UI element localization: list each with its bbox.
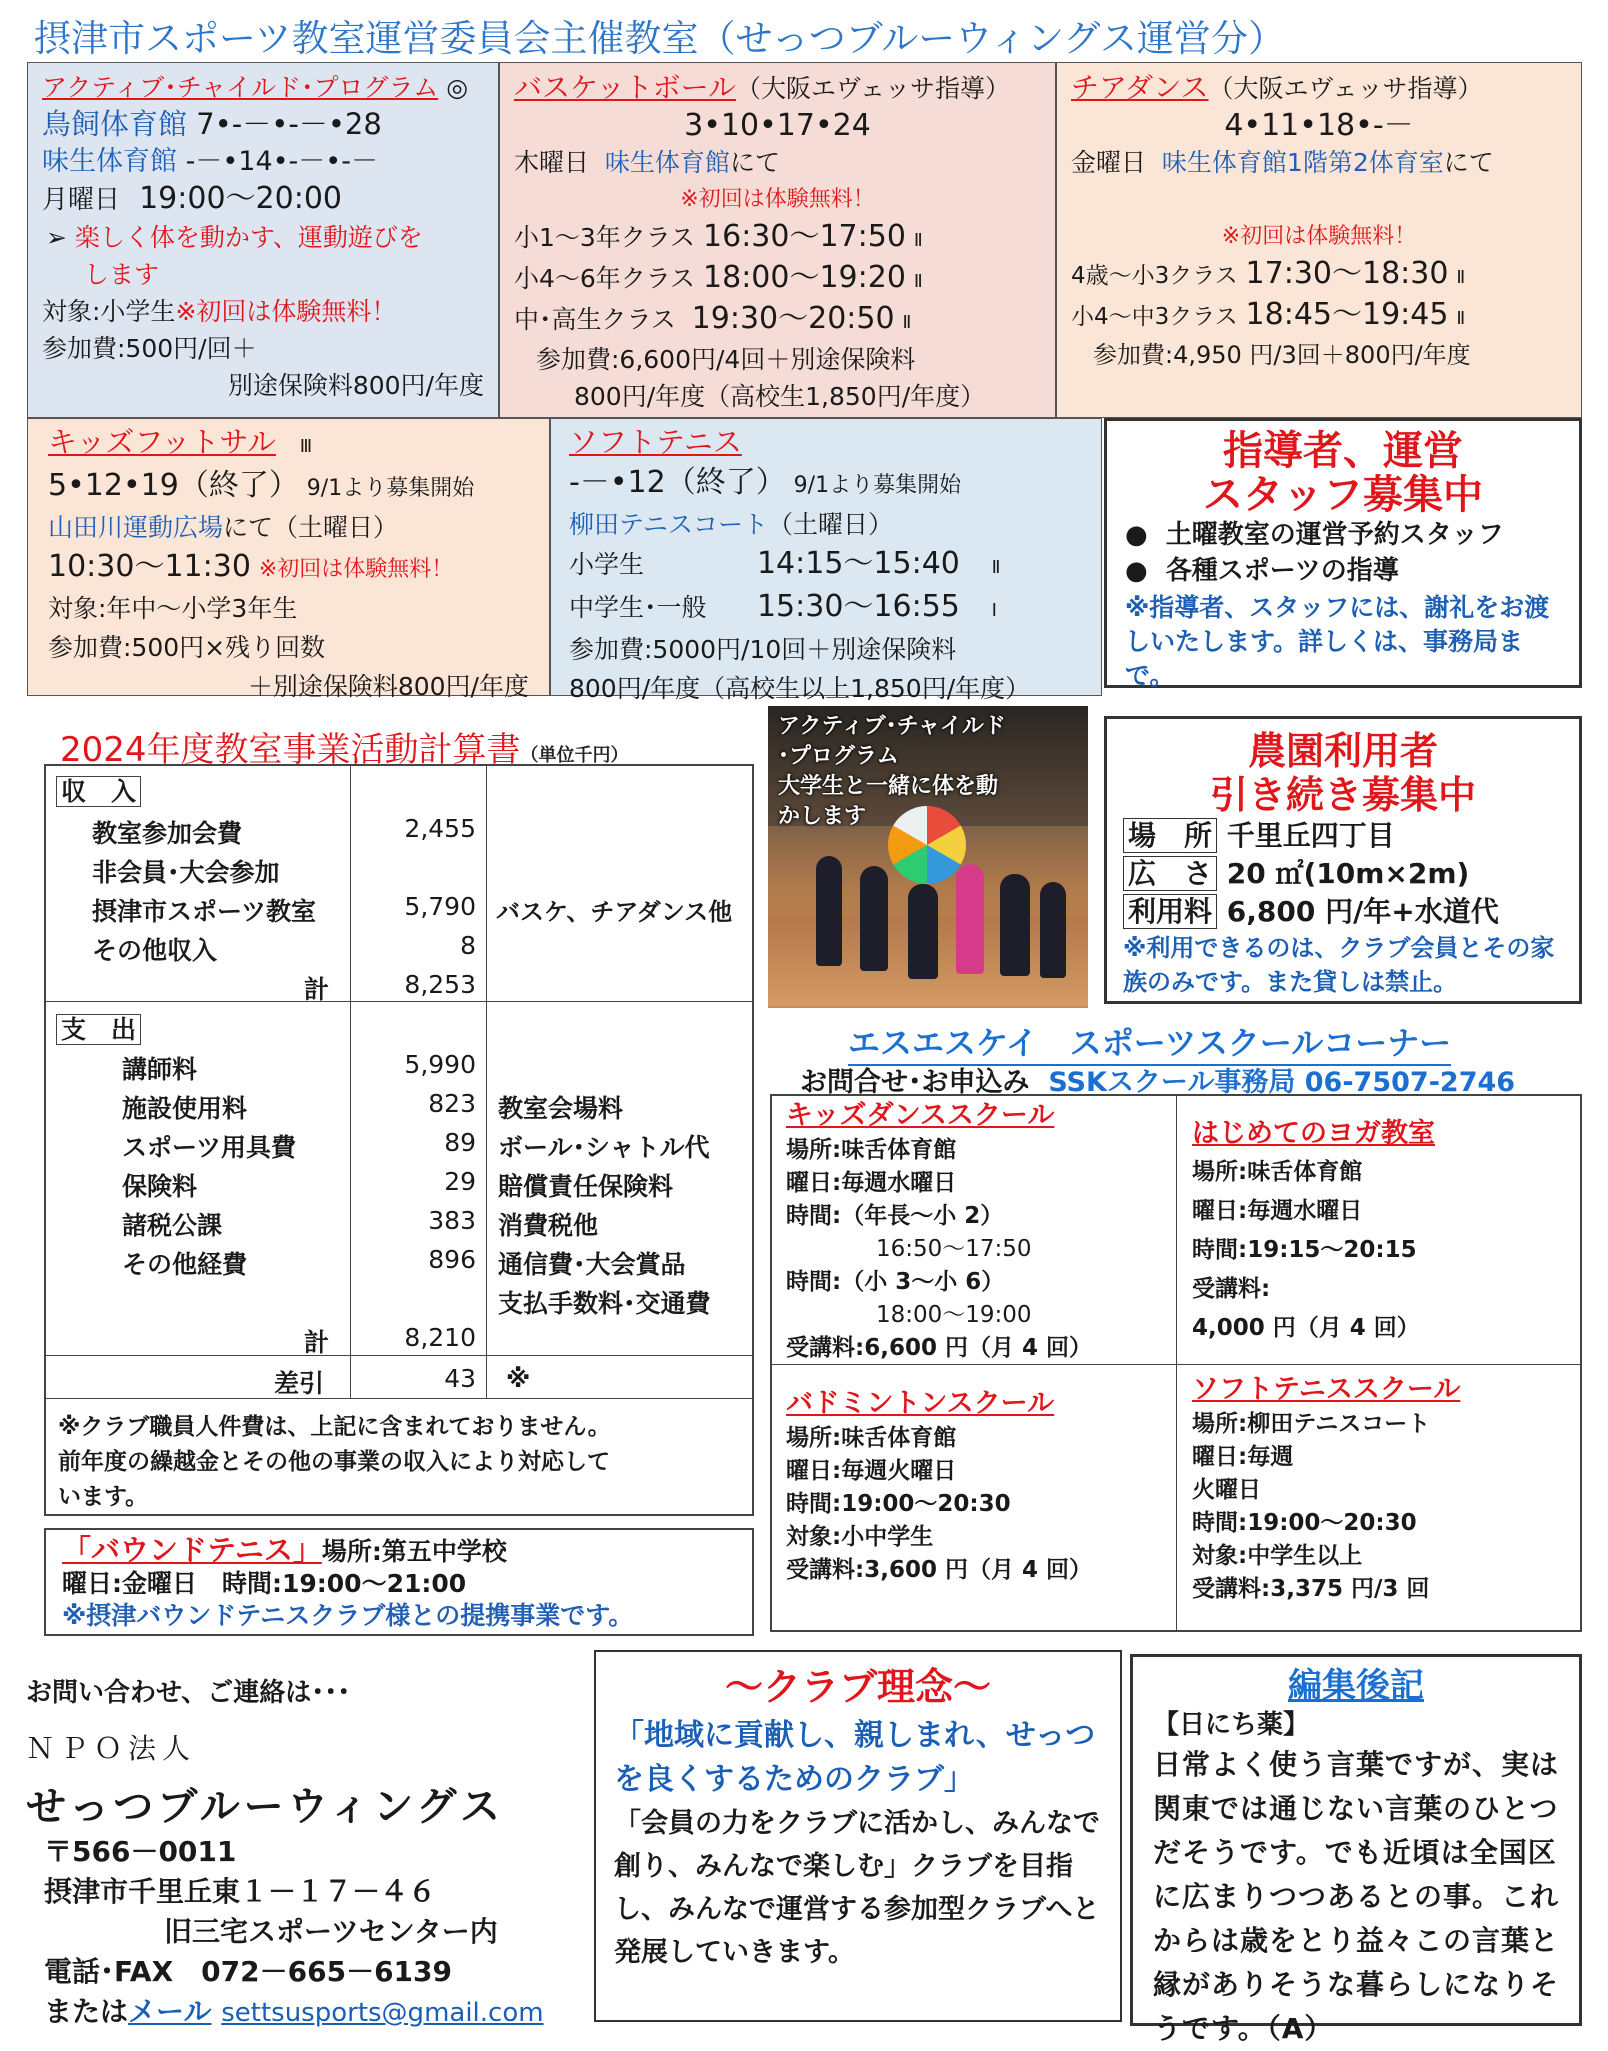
farm-place-value: 千里丘四丁目 [1226,819,1395,852]
expense-value: 896 [428,1245,476,1274]
expense-label: スポーツ用具費 [122,1133,297,1162]
npo-label: ＮＰＯ法人 [26,1732,197,1765]
active-description-1: 楽しく体を動かす、運動遊びを [74,223,423,252]
bound-tennis-panel [44,1528,754,1636]
basketball-fee-2: 800円/年度（高校生1,850円/年度） [574,382,986,411]
editor-note-title: 編集後記 [1288,1666,1424,1706]
tennis-mark-1: Ⅱ [991,557,1001,578]
active-program-mark: ◎ [446,73,469,102]
editor-note-panel [1130,1654,1582,2045]
school-time: 時間:19:15～20:15 [1192,1237,1417,1263]
basketball-mark-1: Ⅱ [913,230,923,251]
phone-fax: 電話･FAX 072－665－6139 [44,1955,452,1988]
expense-remark: 通信費･大会賞品 [498,1250,686,1279]
active-fee-2: 別途保険料800円/年度 [227,371,484,400]
expense-label: 講師料 [122,1055,198,1084]
expense-total-label: 計 [304,1328,330,1357]
tennis-venue: 柳田テニスコート [569,510,769,539]
school-day: 曜日:毎週水曜日 [1192,1198,1363,1224]
tennis-recruit-note: 9/1より募集開始 [793,473,962,498]
school-name: バドミントンスクール [786,1388,1055,1419]
cheer-mark-1: Ⅱ [1456,267,1466,288]
tennis-class-1: 小学生 [569,550,645,579]
soft-tennis-panel [550,418,1102,703]
recruit-title-1: 指導者、運営 [1223,428,1463,474]
expense-value: 823 [428,1089,476,1118]
cheer-time-2: 18:45～19:45 [1245,297,1449,332]
school-time-range: 16:50～17:50 [876,1236,1032,1262]
photo-caption-2: ･プログラム [778,744,899,769]
school-place: 場所:味舌体育館 [1192,1159,1363,1185]
expense-label: 諸税公課 [122,1211,223,1240]
bound-tennis-schedule: 曜日:金曜日 時間:19:00～21:00 [62,1569,467,1598]
cheer-venue: 味生体育館1階第2体育室 [1161,148,1444,177]
budget-table [44,764,754,1516]
farm-fee-label: 利用料 [1123,894,1217,929]
email-link[interactable]: settsusports@gmail.com [221,1998,544,2028]
ssk-title: エスエスケイ スポーツスクールコーナー [848,1018,1451,1066]
school-fee: 受講料:3,600 円（月 4 回） [786,1557,1092,1583]
photo-caption-3: 大学生と一緒に体を動 [778,774,999,799]
philosophy-title: ～クラブ理念～ [724,1665,991,1709]
school-place: 場所:味舌体育館 [786,1425,957,1451]
bullet-icon: ● [1125,556,1148,586]
kids-futsal-panel [27,418,550,701]
income-remark: バスケ、チアダンス他 [496,898,733,926]
expense-value: 89 [444,1128,476,1157]
mail-prefix: または [44,1995,129,2028]
recruit-title-2: スタッフ募集中 [1203,472,1483,518]
active-dates-2: -－•14•-－•-－ [185,146,378,177]
school-fee-label: 受講料: [1192,1276,1271,1302]
cheer-coach: （大阪エヴェッサ指導） [1208,74,1483,103]
futsal-recruit-note: 9/1より募集開始 [306,476,475,501]
school-time: 時間:（年長～小 2） [786,1203,1004,1229]
editor-note-subtitle: 【日にち薬】 [1153,1710,1310,1740]
budget-note-1: ※クラブ職員人件費は、上記に含まれておりません。 [58,1414,611,1440]
farm-fee-value: 6,800 円/年+水道代 [1226,895,1499,928]
futsal-fee-2: ＋別途保険料800円/年度 [247,672,529,701]
basketball-mark-3: Ⅱ [902,312,912,333]
basketball-coach: （大阪エヴェッサ指導） [736,74,1011,103]
basketball-venue: 味生体育館 [604,148,730,177]
active-description-2: します [84,260,160,289]
farm-place-label: 場 所 [1123,818,1217,853]
diff-mark: ※ [506,1364,531,1393]
bound-tennis-note: ※摂津バウンドテニスクラブ様との提携事業です。 [62,1601,634,1630]
expense-total: 8,210 [404,1323,476,1352]
cheer-dance-panel [1056,62,1582,418]
tennis-dates: -－•12（終了） [569,465,786,500]
postal-code: 〒566－0011 [44,1835,237,1868]
futsal-time: 10:30～11:30 [48,549,251,584]
farm-title-2: 引き続き募集中 [1209,773,1476,817]
school-day: 曜日:毎週水曜日 [786,1170,957,1196]
cheer-dates: 4•11•18•-－ [1224,108,1414,143]
active-child-program-panel [27,62,499,418]
tennis-class-2: 中学生･一般 [569,593,707,622]
futsal-free-trial: ※初回は体験無料！ [258,557,454,582]
organization-name: せっつブルーウィングス [26,1784,504,1830]
diff-value: 43 [444,1364,476,1393]
futsal-name: キッズフットサル [48,425,276,459]
building: 旧三宅スポーツセンター内 [164,1915,498,1948]
diff-label: 差引 [274,1369,325,1398]
active-program-name: アクティブ･チャイルド･プログラム [42,73,439,102]
ssk-school-grid [770,1094,1582,1632]
school-target: 対象:小中学生 [786,1524,934,1550]
income-value: 2,455 [404,814,476,843]
futsal-mark: Ⅲ [299,436,313,457]
basketball-panel [499,62,1056,418]
basketball-time-2: 18:00～19:20 [703,260,906,295]
recruit-note: ※指導者、スタッフには、謝礼をお渡しいたします。詳しくは、事務局まで。 [1125,593,1550,690]
bullet-icon: ● [1125,520,1148,550]
cheer-time-1: 17:30～18:30 [1245,256,1449,291]
philosophy-body: 「会員の力をクラブに活かし、みんなで創り、みんなで楽しむ」クラブを目指し、みんなで運営する参加型クラブへと発展していきます。 [614,1808,1100,1968]
expense-remark: 消費税他 [498,1211,599,1240]
active-target: 対象:小学生 [42,297,176,326]
school-target: 対象:中学生以上 [1192,1543,1363,1569]
futsal-fee-1: 参加費:500円×残り回数 [48,633,326,662]
basketball-class-3: 中･高生クラス [514,305,676,334]
budget-note-2: 前年度の繰越金とその他の事業の収入により対応して [58,1449,610,1475]
farm-panel [1104,716,1582,1004]
active-day: 月曜日 [42,185,121,215]
income-label: 摂津市スポーツ教室 [92,897,317,926]
tennis-mark-2: Ⅰ [991,600,997,621]
budget-title-text: 2024年度教室事業活動計算書 [60,730,521,770]
cheer-fee: 参加費:4,950 円/3回＋800円/年度 [1093,341,1471,369]
address: 摂津市千里丘東１－１７－４６ [44,1875,437,1908]
farm-size-label: 広 さ [1123,856,1217,891]
farm-note: ※利用できるのは、クラブ会員とその家族のみです。また貸しは禁止。 [1123,934,1555,996]
tennis-fee-1: 参加費:5000円/10回＋別途保険料 [569,635,957,664]
farm-title-1: 農園利用者 [1247,729,1438,773]
cheer-class-2: 小4～中3クラス [1071,304,1238,330]
income-value: 8 [460,931,476,960]
tennis-fee-2: 800円/年度（高校生以上1,850円/年度） [569,674,1031,703]
editor-note-body: 日常よく使う言葉ですが、実は関東では通じない言葉のひとつだそうです。でも近頃は全国区に広まりつつあるとの事。これからは歳をとり益々この言葉と縁がありそうな暮らしになりそうです。（A） [1153,1748,1560,2045]
expense-label: 施設使用料 [122,1094,248,1123]
active-venue-2: 味生体育館 [42,146,177,177]
staff-recruit-panel [1104,418,1582,688]
cheer-name: チアダンス [1071,71,1209,104]
cheer-day: 金曜日 [1071,148,1147,177]
tennis-time-2: 15:30～16:55 [756,589,960,624]
school-time: 時間:19:00～20:30 [1192,1510,1417,1536]
recruit-item-1: 土曜教室の運営予約スタッフ [1165,520,1504,550]
basketball-name: バスケットボール [514,71,737,104]
school-day: 曜日:毎週火曜日 [786,1458,957,1484]
basketball-dates: 3•10•17•24 [684,108,871,143]
ssk-contact-label: お問合せ･お申込み [800,1067,1030,1098]
arrow-bullet-icon: ➢ [46,223,67,252]
school-day: 曜日:毎週 [1192,1444,1294,1470]
expense-remark: 教室会場料 [498,1094,624,1123]
basketball-mark-2: Ⅱ [913,271,923,292]
farm-size-value: 20 ㎡(10m×2m) [1226,857,1470,890]
expense-value: 383 [428,1206,476,1235]
tennis-venue-suffix: （土曜日） [768,510,894,539]
school-day-2: 火曜日 [1192,1477,1261,1503]
soft-tennis-school [1192,1372,1460,1606]
cheer-mark-2: Ⅱ [1456,308,1466,329]
school-name: キッズダンススクール [786,1100,1055,1131]
futsal-target: 対象:年中～小学3年生 [48,594,298,623]
income-total-label: 計 [304,975,330,1004]
mail-label: メール [128,1995,212,2028]
school-fee: 4,000 円（月 4 回） [1192,1315,1420,1341]
tennis-time-1: 14:15～15:40 [756,546,960,581]
expense-remark: 賠償責任保険料 [498,1172,674,1201]
active-dates-1: 7•-－•-－•28 [196,107,382,141]
photo-caption-4: かします [778,804,867,829]
income-value: 5,790 [404,892,476,921]
expense-extra-remark: 支払手数料･交通費 [498,1289,711,1318]
basketball-venue-suffix: にて [729,148,780,177]
active-venue-1: 鳥飼体育館 [42,107,188,141]
contact-lead: お問い合わせ、ご連絡は･･･ [26,1678,351,1708]
school-fee: 受講料:3,375 円/3 回 [1192,1576,1430,1602]
school-place: 場所:味舌体育館 [786,1137,957,1163]
income-label: 非会員･大会参加 [92,858,280,887]
basketball-free-trial: ※初回は体験無料！ [680,187,875,212]
school-name: ソフトテニススクール [1192,1374,1461,1405]
cheer-venue-suffix: にて [1443,148,1494,177]
activity-photo [768,706,1088,1008]
budget-unit: （単位千円） [520,745,629,766]
expense-label: 保険料 [122,1172,198,1201]
expense-header: 支 出 [56,1014,141,1045]
expense-label: その他経費 [122,1250,248,1279]
bound-tennis-place: 場所:第五中学校 [321,1537,507,1566]
basketball-class-1: 小1～3年クラス [514,223,696,252]
recruit-item-2: 各種スポーツの指導 [1165,556,1399,586]
photo-caption-1: アクティブ･チャイルド [778,714,1006,739]
basketball-day: 木曜日 [514,148,590,177]
ssk-contact-value: SSKスクール事務局 06-7507-2746 [1048,1067,1516,1098]
income-label: その他収入 [92,936,218,965]
expense-remark: ボール･シャトル代 [498,1133,710,1162]
tennis-name: ソフトテニス [569,425,742,459]
basketball-time-1: 16:30～17:50 [703,219,906,254]
cheer-class-1: 4歳～小3クラス [1071,263,1238,289]
active-time: 19:00～20:00 [139,181,343,216]
school-time: 時間:19:00～20:30 [786,1491,1011,1517]
school-place: 場所:柳田テニスコート [1192,1411,1431,1437]
school-name: はじめてのヨガ教室 [1192,1118,1435,1149]
basketball-time-3: 19:30～20:50 [691,301,895,336]
income-label: 教室参加会費 [92,819,243,848]
school-time-range: 18:00～19:00 [876,1302,1032,1328]
bound-tennis-name: 「バウンドテニス」 [62,1533,322,1567]
school-fee: 受講料:6,600 円（月 4 回） [786,1335,1092,1361]
budget-note-3: います。 [58,1484,149,1510]
futsal-venue: 山田川運動広場 [48,513,224,542]
expense-value: 5,990 [404,1050,476,1079]
futsal-dates: 5•12•19（終了） [48,468,299,503]
futsal-venue-suffix: にて（土曜日） [223,513,399,542]
active-free-trial: ※初回は体験無料！ [175,297,397,326]
badminton-school [786,1386,1092,1587]
active-fee-1: 参加費:500円/回＋ [42,334,257,363]
page-title: 摂津市スポーツ教室運営委員会主催教室（せっつブルーウィングス運営分） [34,17,1285,60]
school-time: 時間:（小 3～小 6） [786,1269,1005,1295]
income-header: 収 入 [56,776,141,807]
yoga-school [1192,1116,1435,1345]
cheer-free-trial: ※初回は体験無料！ [1221,224,1417,249]
basketball-fee-1: 参加費:6,600円/4回＋別途保険料 [536,345,916,374]
basketball-class-2: 小4～6年クラス [514,264,696,293]
philosophy-quote: 「地域に貢献し、親しまれ、せっつを良くするためのクラブ」 [614,1718,1096,1797]
contact-block [26,1672,586,2032]
kids-dance-school [786,1098,1092,1365]
income-total: 8,253 [404,970,476,999]
club-philosophy-panel [594,1650,1122,2022]
expense-value: 29 [444,1167,476,1196]
